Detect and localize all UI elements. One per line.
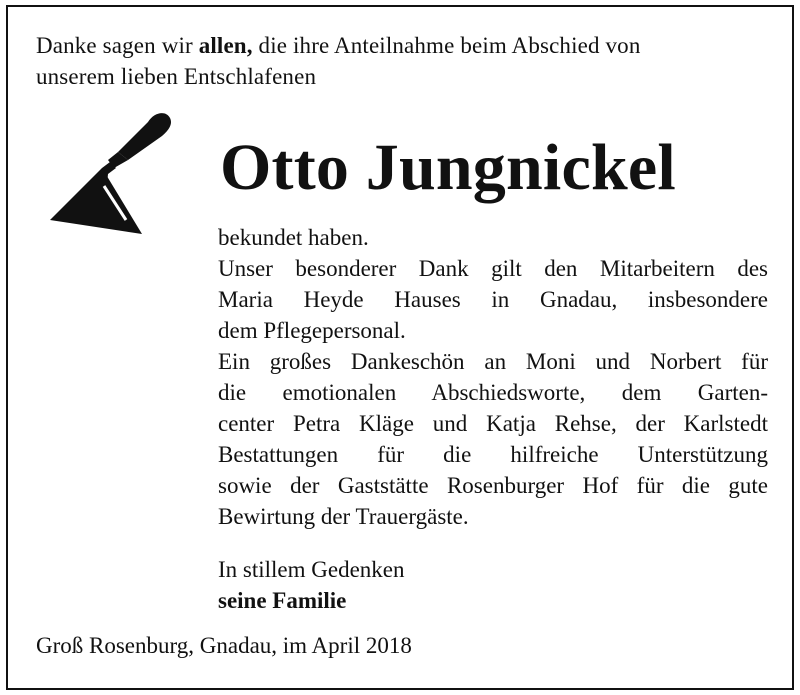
deceased-name: Otto Jungnickel xyxy=(220,131,676,204)
body-line: bekundet haben. xyxy=(218,225,369,250)
body-line: center Petra Kläge und Katja Rehse, der Karlstedt xyxy=(218,411,768,436)
body-line: Maria Heyde Hauses in Gnadau, insbesondere xyxy=(218,287,768,312)
signoff xyxy=(218,554,405,616)
body-line: Bestattungen für die hilfreiche Unterstützung xyxy=(218,442,768,467)
body-line: Ein großes Dankeschön an Moni und Norbert für xyxy=(218,349,768,374)
intro-text xyxy=(36,30,776,92)
intro-part2: die ihre Anteilnahme beim Abschied von xyxy=(252,33,641,58)
intro-bold-word: allen, xyxy=(198,33,253,58)
thanks-body xyxy=(218,222,768,532)
place-date: Groß Rosenburg, Gnadau, im April 2018 xyxy=(36,633,412,658)
body-line: sowie der Gaststätte Rosenburger Hof für die gute xyxy=(218,473,768,498)
trowel-icon xyxy=(30,108,210,258)
body-line: dem Pflegepersonal. xyxy=(218,318,406,343)
signoff-family: seine Familie xyxy=(218,588,347,613)
body-line: Unser besonderer Dank gilt den Mitarbeitern des xyxy=(218,256,768,281)
intro-line2: unserem lieben Entschlafenen xyxy=(36,64,317,89)
body-line: Bewirtung der Trauergäste. xyxy=(218,504,469,529)
intro-part1: Danke sagen wir xyxy=(36,33,199,58)
body-line: die emotionalen Abschiedsworte, dem Garten- xyxy=(218,380,768,405)
signoff-line: In stillem Gedenken xyxy=(218,557,405,582)
